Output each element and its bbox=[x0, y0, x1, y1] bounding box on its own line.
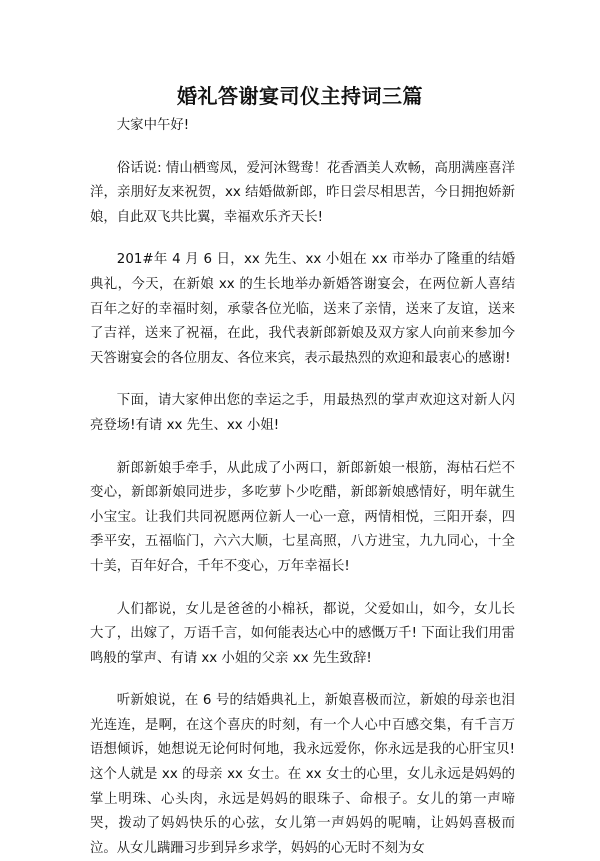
body-paragraph: 下面，请大家伸出您的幸运之手，用最热烈的掌声欢迎这对新人闪亮登场!有请 xx 先生、xx 小姐! bbox=[90, 393, 515, 433]
body-paragraph: 听新娘说，在 6 号的结婚典礼上，新娘喜极而泣，新娘的母亲也泪光连连，是啊，在这个喜庆的时刻，有一个人心中百感交集，有千言万语想倾诉，她想说无论何时何地，我永远爱你，你永远是我的心肝宝贝! 这个人就是 xx 的母亲 xx 女士。在 xx 女士的心里，女儿永远是妈妈的掌上明珠、心头肉，永远是妈妈的眼珠子、命根子。女儿的第一声啼哭，拨动了妈妈快乐的心弦，女儿第一声妈妈的呢喃，让妈妈喜极而泣。从女儿蹒跚习步到异乡求学，妈妈的心无时不刻为女 bbox=[90, 693, 515, 856]
body-paragraph: 俗话说: 情山栖鸾凤，爱河沐鸳鸯！花香酒美人欢畅，高朋满座喜洋洋，亲朋好友来祝贺，xx 结婚做新郎，昨日尝尽相思苦，今日拥抱娇新娘，自此双飞共比翼，幸福欢乐齐天长! bbox=[90, 160, 515, 225]
body-paragraph: 人们都说，女儿是爸爸的小棉袄，都说，父爱如山，如今，女儿长大了，出嫁了，万语千言，如何能表达心中的感慨万千! 下面让我们用雷鸣般的掌声、有请 xx 小姐的父亲 xx 先生致辞! bbox=[90, 601, 515, 666]
document-body bbox=[90, 114, 515, 861]
document-title: 婚礼答谢宴司仪主持词三篇 bbox=[177, 84, 423, 108]
body-paragraph: 新郎新娘手牵手，从此成了小两口，新郎新娘一根筋，海枯石烂不变心，新郎新娘同进步，多吃萝卜少吃醋，新郎新娘感情好，明年就生小宝宝。让我们共同祝愿两位新人一心一意，两情相悦，三阳开泰，四季平安，五福临门，六六大顺，七星高照，八方进宝，九九同心，十全十美，百年好合，千年不变心，万年幸福长! bbox=[90, 460, 515, 574]
greeting-paragraph: 大家中午好! bbox=[116, 118, 190, 133]
body-paragraph: 201#年 4 月 6 日，xx 先生、xx 小姐在 xx 市举办了隆重的结婚典礼，今天，在新娘 xx 的生长地举办新婚答谢宴会，在两位新人喜结百年之好的幸福时刻，承蒙各位光临，送来了亲情，送来了友谊，送来了吉祥，送来了祝福，在此，我代表新郎新娘及双方家人向前来参加今天答谢宴会的各位朋友、各位来宾，表示最热烈的欢迎和最衷心的感谢! bbox=[90, 252, 515, 366]
